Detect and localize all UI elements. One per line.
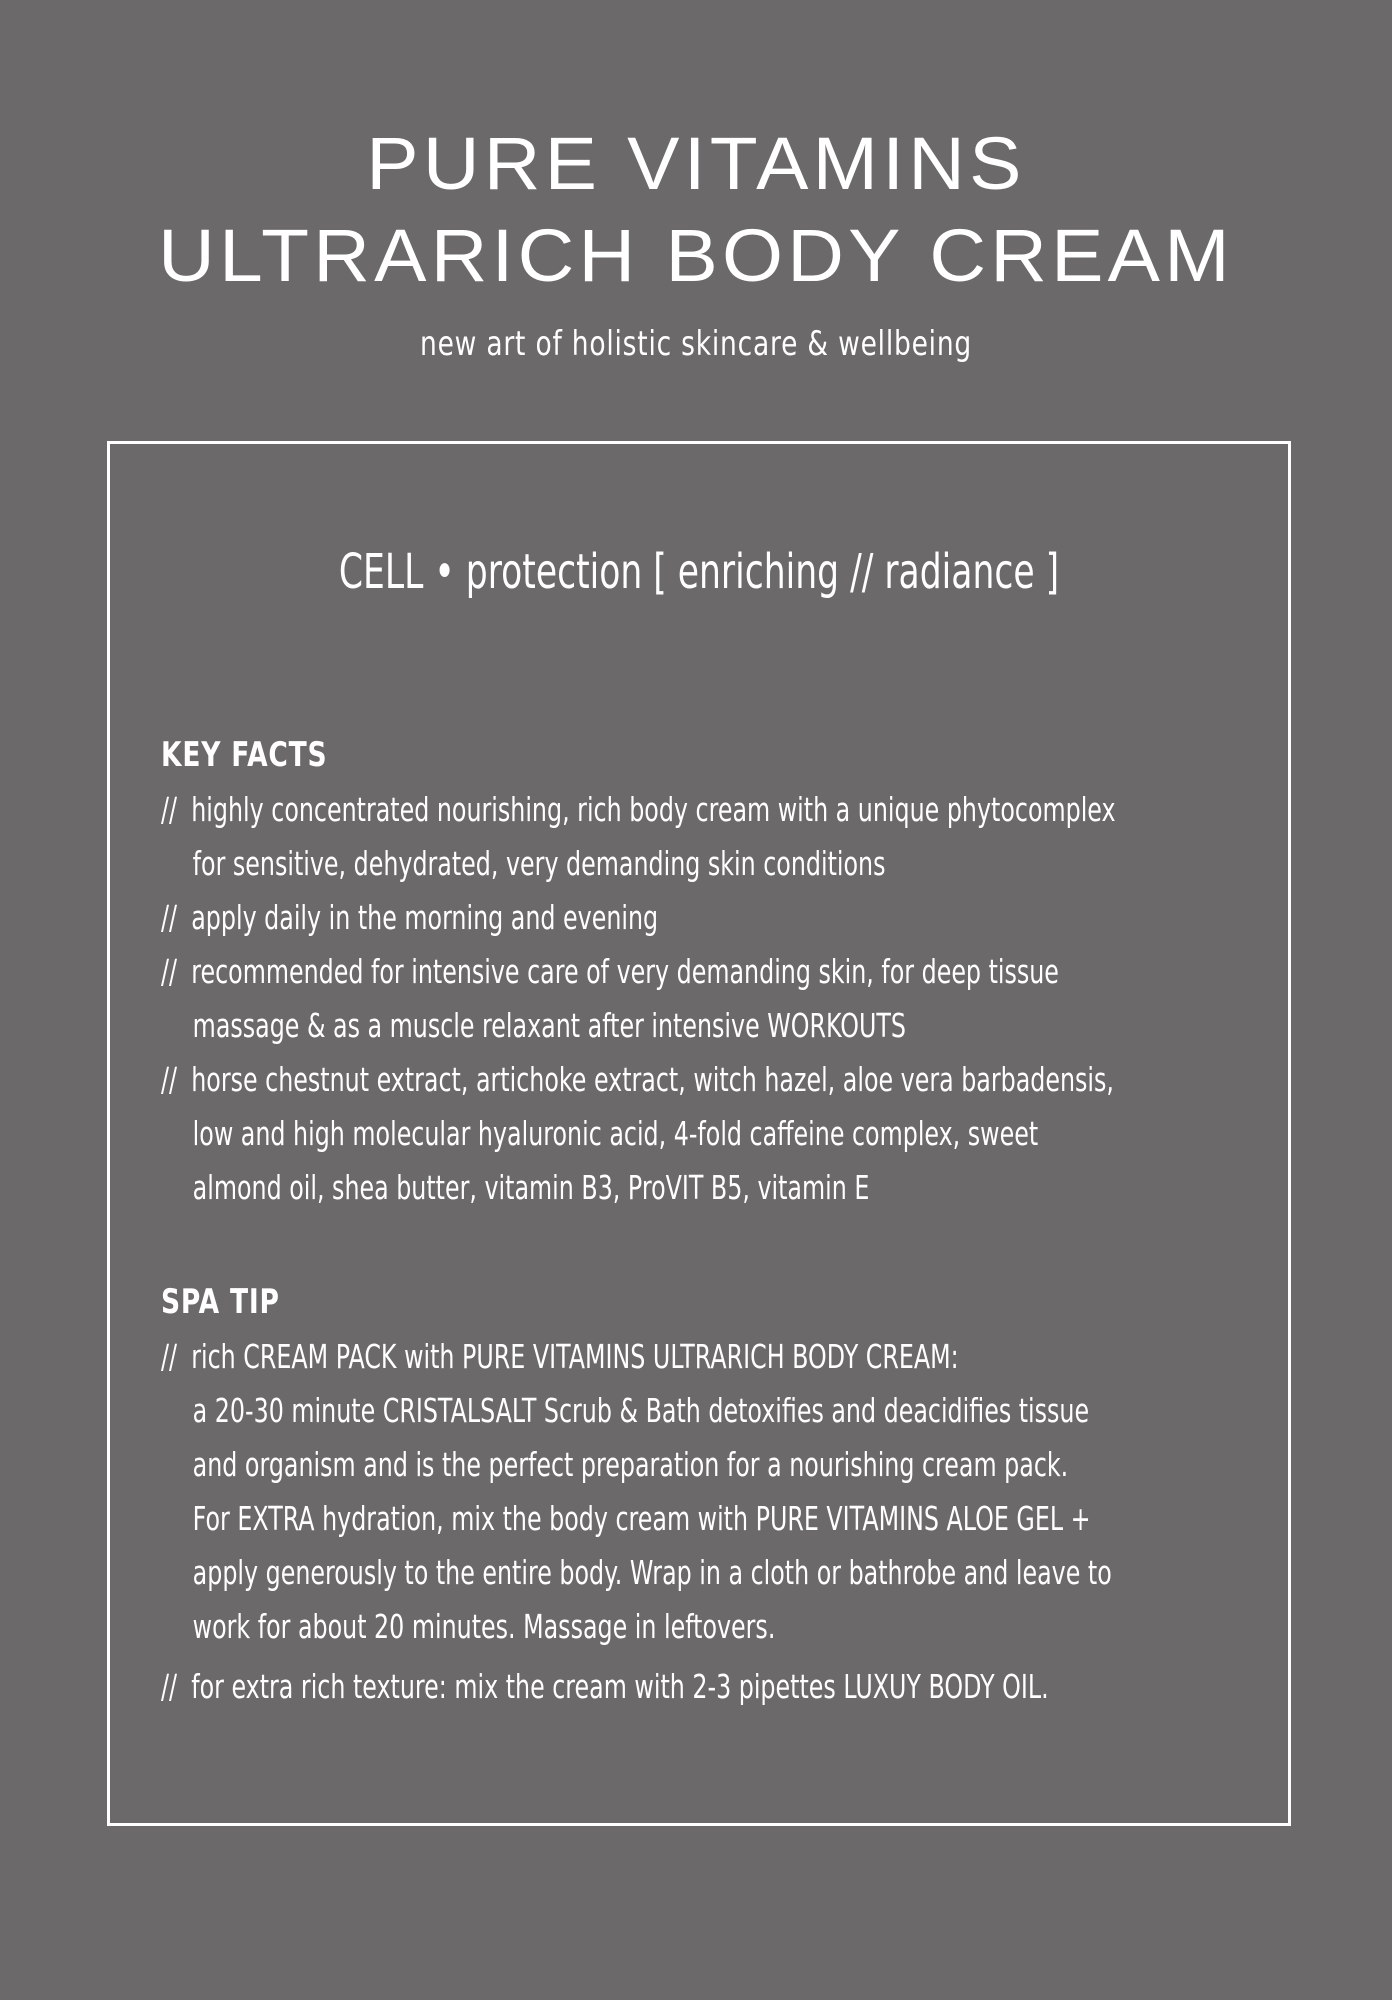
item-line: apply daily in the morning and evening: [191, 898, 659, 937]
info-box: [107, 441, 1291, 1826]
item-line: work for about 20 minutes. Massage in leftovers.: [192, 1607, 776, 1646]
product-title-line-2: ULTRARICH BODY CREAM: [158, 214, 1234, 297]
item-line: For EXTRA hydration, mix the body cream with PURE VITAMINS ALOE GEL +: [192, 1499, 1091, 1538]
tagline: new art of holistic skincare & wellbeing: [419, 324, 973, 364]
item-line: recommended for intensive care of very demanding skin, for deep tissue: [191, 952, 1059, 991]
item-prefix: //: [161, 898, 178, 937]
item-line: horse chestnut extract, artichoke extract, witch hazel, aloe vera barbadensis,: [191, 1060, 1114, 1099]
item-line: massage & as a muscle relaxant after intensive WORKOUTS: [192, 1006, 906, 1045]
product-title-line-1: PURE VITAMINS: [366, 122, 1026, 205]
key-fact-item: [161, 1053, 1263, 1215]
item-prefix: //: [161, 790, 178, 829]
item-prefix: //: [161, 1667, 178, 1706]
spa-tip-item: [161, 1330, 1263, 1654]
item-line: for sensitive, dehydrated, very demanding skin conditions: [192, 844, 886, 883]
spa-tip-title: SPA TIP: [161, 1282, 280, 1322]
item-prefix: //: [161, 1060, 178, 1099]
header: [0, 118, 1392, 364]
key-facts-section: [161, 735, 1281, 1215]
item-line: apply generously to the entire body. Wrap in a cloth or bathrobe and leave to: [192, 1553, 1112, 1592]
item-line: a 20-30 minute CRISTALSALT Scrub & Bath detoxifies and deacidifies tissue: [192, 1391, 1090, 1430]
item-prefix: //: [161, 1337, 178, 1376]
key-fact-item: [161, 783, 1263, 891]
item-line: and organism and is the perfect preparation for a nourishing cream pack.: [192, 1445, 1069, 1484]
item-line: rich CREAM PACK with PURE VITAMINS ULTRARICH BODY CREAM:: [191, 1337, 959, 1376]
spa-tip-item: [161, 1660, 1263, 1714]
spa-tip-section: [161, 1282, 1281, 1714]
item-line: highly concentrated nourishing, rich body cream with a unique phytocomplex: [191, 790, 1116, 829]
item-prefix: //: [161, 952, 178, 991]
item-line: for extra rich texture: mix the cream with 2-3 pipettes LUXUY BODY OIL.: [191, 1667, 1049, 1706]
box-heading: CELL • protection [ enriching // radiance ]: [338, 544, 1060, 600]
key-fact-item: [161, 891, 1263, 945]
item-line: almond oil, shea butter, vitamin B3, ProVIT B5, vitamin E: [192, 1168, 870, 1207]
item-line: low and high molecular hyaluronic acid, 4-fold caffeine complex, sweet: [192, 1114, 1039, 1153]
key-fact-item: [161, 945, 1263, 1053]
key-facts-title: KEY FACTS: [161, 735, 328, 775]
